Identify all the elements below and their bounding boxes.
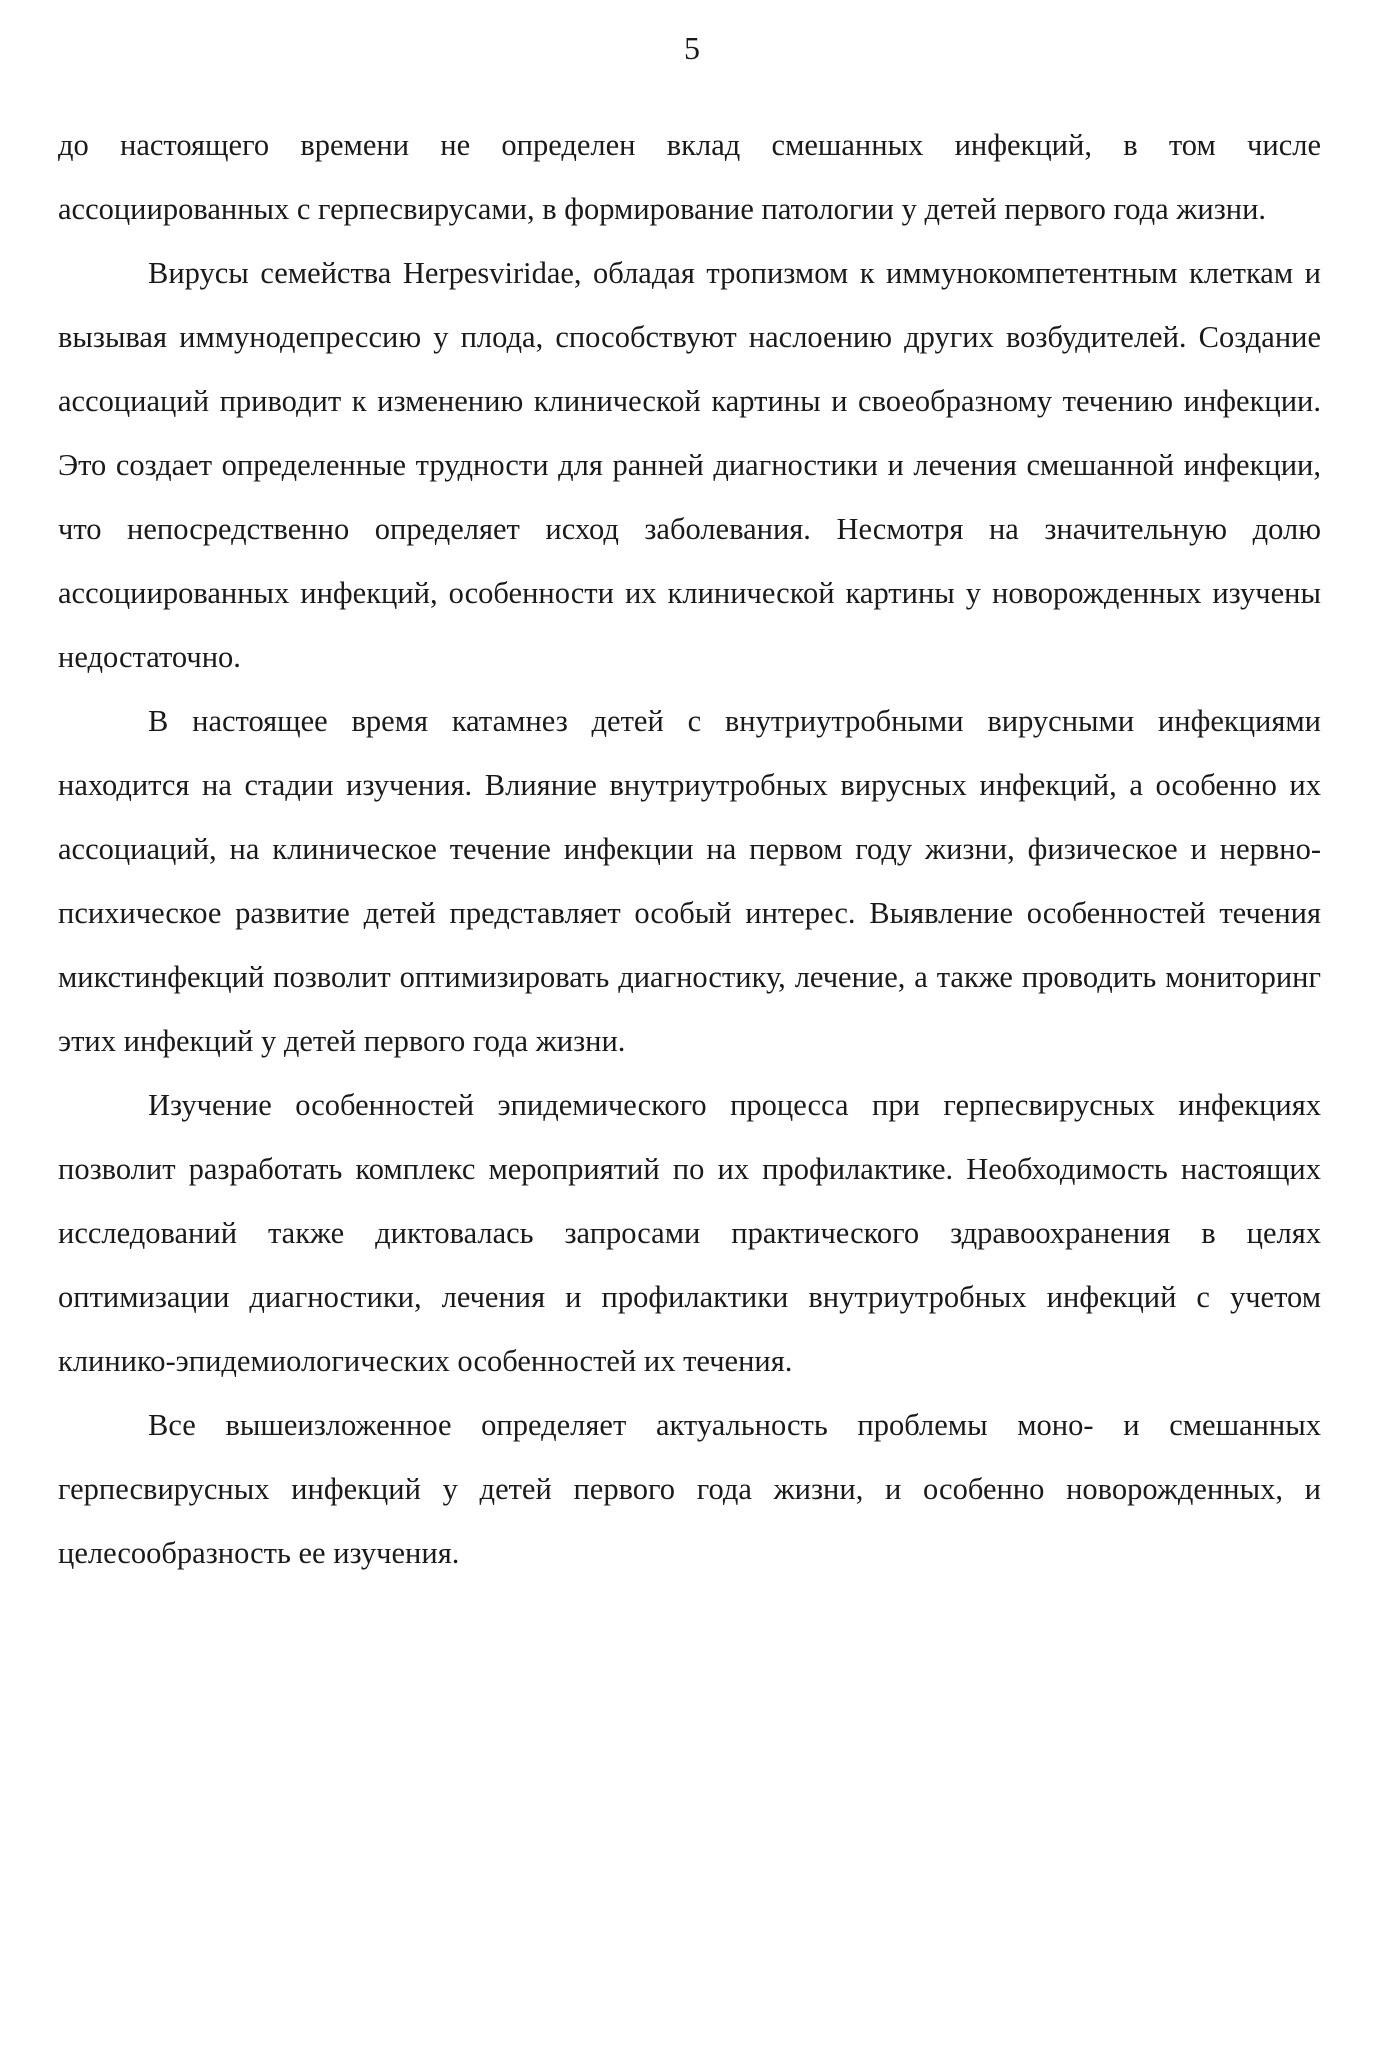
paragraph-epidemic-process: Изучение особенностей эпидемического процесса при герпесвирусных инфекциях позволит разработать комплекс мероприятий по их профилактике. Необходимость настоящих исследований также диктовалась запросами практического здравоохранения в целях оптимизации диагностики, лечения и профилактики внутриутробных инфекций с учетом клинико-эпидемиологических особенностей их течения. [58, 1088, 1321, 1378]
paragraph-continuation: до настоящего времени не определен вклад смешанных инфекций, в том числе ассоциированных с герпесвирусами, в формирование патологии у детей первого года жизни. [58, 128, 1321, 226]
page-number: 5 [684, 30, 700, 66]
paragraph-conclusion: Все вышеизложенное определяет актуальность проблемы моно- и смешанных герпесвирусных инфекций у детей первого года жизни, и особенно новорожденных, и целесообразность ее изучения. [58, 1408, 1321, 1570]
paragraph-herpesviridae: Вирусы семейства Herpesviridae, обладая тропизмом к иммунокомпетентным клеткам и вызывая иммунодепрессию у плода, способствуют наслоению других возбудителей. Создание ассоциаций приводит к изменению клинической картины и своеобразному течению инфекции. Это создает определенные трудности для ранней диагностики и лечения смешанной инфекции, что непосредственно определяет исход заболевания. Несмотря на значительную долю ассоциированных инфекций, особенности их клинической картины у новорожденных изучены недостаточно. [58, 256, 1321, 674]
document-body [58, 113, 1321, 1585]
paragraph-catamnesis: В настоящее время катамнез детей с внутриутробными вирусными инфекциями находится на стадии изучения. Влияние внутриутробных вирусных инфекций, а особенно их ассоциаций, на клиническое течение инфекции на первом году жизни, физическое и нервно-психическое развитие детей представляет особый интерес. Выявление особенностей течения микстинфекций позволит оптимизировать диагностику, лечение, а также проводить мониторинг этих инфекций у детей первого года жизни. [58, 704, 1321, 1058]
